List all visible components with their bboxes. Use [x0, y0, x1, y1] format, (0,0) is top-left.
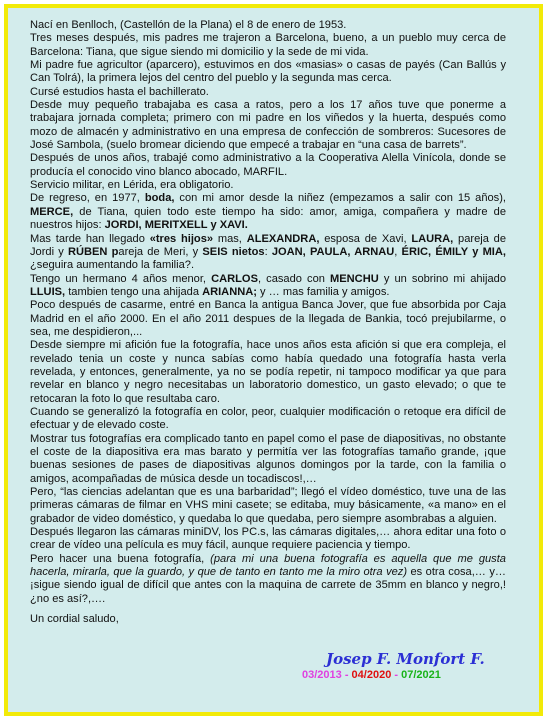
closing-line: Un cordial saludo,	[30, 613, 119, 626]
date-first: 03/2013	[302, 669, 342, 681]
paragraph-brother: Tengo un hermano 4 años menor, CARLOS, casado con MENCHU y un sobrino mi ahijado LLUIS, tambien tengo una ahijada ARIANNA; y … mas familia y amigos.	[30, 272, 506, 298]
paragraph: Cuando se generalizó la fotografía en color, peor, cualquier modificación o retoque era difícil de efectuar y de elevado coste.	[30, 405, 506, 432]
date-separator: -	[341, 669, 352, 681]
date-second: 04/2020	[351, 669, 392, 681]
signature: Josep F. Monfort F.	[326, 650, 485, 668]
paragraph: Cursé estudios hasta el bachillerato.	[30, 85, 209, 98]
paragraph: Servicio militar, en Lérida, era obligatorio.	[30, 179, 234, 192]
paragraph-photography: Pero hacer una buena fotografía, (para mi una buena fotografía es aquella que me gusta hacerla, mirarla, que la guardo, y que de tanto en tanto me la miro otra vez) es otra cosa,… y… ¡sigue siendo igual de difícil que antes con la maquina de carrete de 35mm en blanco y negro,! ¿no es así?,….	[30, 552, 506, 605]
paragraph: Mostrar tus fotografías era complicado tanto en papel como el pase de diapositivas, no obstante el coste de la diapositiva era mas barato y permitía ver las fotografías tamaño grande, ¡que buenas sesiones de pases de diapositivas algunos domingos por la tarde, con la familia o amigos, acompañadas de música desde un tocadiscos!,…	[30, 432, 506, 485]
paragraph: Después de unos años, trabajé como administrativo a la Cooperativa Alella Vinícola, donde se producía el conocido vino blanco abocado, MARFIL.	[30, 152, 506, 178]
paragraph: Después llegaron las cámaras miniDV, los PC.s, las cámaras digitales,… ahora editar una foto o crear de vídeo una película es muy fácil, aunque requiere paciencia y tiempo.	[30, 526, 506, 552]
paragraph-family: Mas tarde han llegado «tres hijos» mas, ALEXANDRA, esposa de Xavi, LAURA, pareja de Jordi y RÚBEN pareja de Meri, y SEIS nietos: JOAN, PAULA, ARNAU, ÉRIC, ÉMILY y MIA, ¿seguira aumentando la familia?.	[30, 232, 506, 272]
paragraph: Desde siempre mi afición fue la fotografía, hace unos años esta afición si que era compleja, el revelado tenia un coste y nunca sabías como había quedado una fotografía hasta verla revelada, y entonces, generalmente, ya no se podía repetir, ni tampoco modificar ya que para revelar en blanco y negro necesitabas un laboratorio domestico, un gasto elevado; o que te retocaran la foto lo que resultaba caro.	[30, 339, 506, 405]
paragraph-wedding: De regreso, en 1977, boda, con mi amor desde la niñez (empezamos a salir con 15 años), MERCE, de Tiana, quien todo este tiempo ha sido: amor, amiga, compañera y madre de nuestros hijos: JORDI, MERITXELL y XAVI.	[30, 192, 506, 232]
paragraph: Pero, “las ciencias adelantan que es una barbaridad”; llegó el vídeo doméstico, tuve una de las primeras cámaras de filmar en VHS mini casete; se editaba, muy básicamente, «a mano» en el grabador de video doméstico, y quedaba lo que quedaba, pero siempre asombrabas a alguien.	[30, 486, 506, 525]
paragraph: Tres meses después, mis padres me trajeron a Barcelona, bueno, a un pueblo muy cerca de Barcelona: Tiana, que sigue siendo mi domicilio y la sede de mi vida.	[30, 32, 506, 58]
date-separator: -	[391, 669, 402, 681]
paragraph: Mi padre fue agricultor (aparcero), estuvimos en dos «masias» o casas de payés (Can Ballús y Can Tolrá), la primera lejos del centro del pueblo y la segunda mas cerca.	[30, 59, 506, 85]
paragraph: Nací en Benlloch, (Castellón de la Plana) el 8 de enero de 1953.	[30, 19, 347, 31]
biography-text	[30, 19, 506, 626]
date-third: 07/2021	[401, 669, 441, 681]
paragraph: Desde muy pequeño trabajaba es casa a ratos, pero a los 17 años tuve que ponerme a trabajara jornada completa; primero con mi padre en los viñedos y la huerta, después como mozo de almacén y administrativo en una empresa de confección de sombreros: Sucesores de José Sambola, (suelo bromear diciendo que empecé a trabajar en “una casa de barrets”.	[30, 99, 506, 152]
paragraph: Poco después de casarme, entré en Banca la antigua Banca Jover, que fue absorbida por Caja Madrid en el año 2000. En el año 2011 despues de la llegada de Bankia, tocó prejubilarme, o sea, me despidieron,...	[30, 299, 506, 338]
revision-dates	[302, 669, 441, 681]
